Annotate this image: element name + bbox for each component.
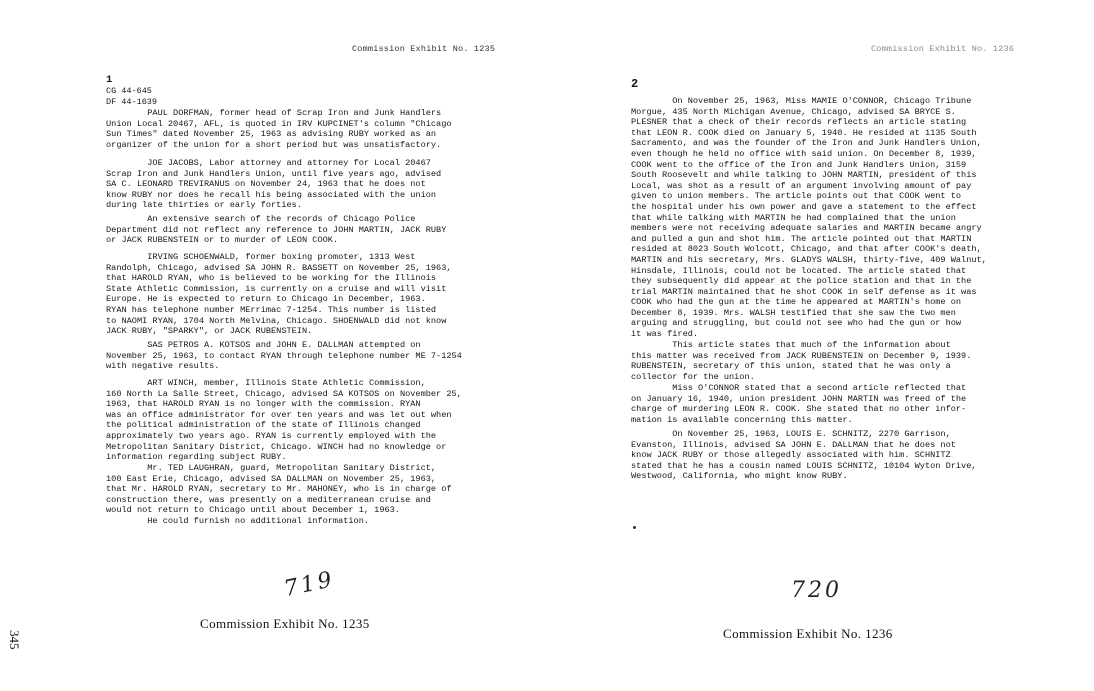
text-line: information regarding subject RUBY. [106,452,287,463]
text-line: Scrap Iron and Junk Handlers Union, until five years ago, advised [106,168,442,179]
paragraph [631,429,977,482]
text-line: 100 East Erie, Chicago, advised SA DALLMAN on November 25, 1963, [106,473,437,484]
text-line: November 25, 1963, to contact RYAN through telephone number ME 7-1254 [106,350,462,361]
text-line: Evanston, Illinois, advised SA JOHN E. DALLMAN that he does not [631,439,956,450]
right-page-number: 2 [631,77,639,91]
stray-mark [633,526,636,529]
text-line: Union Local 20467, AFL, is quoted in IRV KUPCINET's column "Chicago [106,118,452,129]
paragraph [106,158,441,211]
text-line: stated that he has a cousin named LOUIS SCHNITZ, 10104 Wyton Drive, [631,460,977,471]
text-line: He could furnish no additional information. [106,516,370,526]
text-line: On November 25, 1963, Miss MAMIE O'CONNOR, Chicago Tribune [631,96,972,106]
text-line: Department did not reflect any reference to JOHN MARTIN, JACK RUBY [106,224,447,235]
text-line: with negative results. [106,361,220,372]
text-line: COOK who had the gun at the time he appeared at MARTIN's home on [631,297,962,308]
file-numbers [106,86,157,108]
text-line: trial MARTIN maintained that he shot COOK in self defense as it was [631,286,977,297]
text-line: December 8, 1939. Mrs. WALSH testified that she saw the two men [631,307,956,318]
right-handwritten-page-number: 720 [791,578,842,603]
paragraph [106,252,452,337]
text-line: the political administration of the state of Illinois changed [106,420,421,431]
paragraph [631,96,987,340]
paragraph [631,383,966,425]
text-line: On November 25, 1963, LOUIS E. SCHNITZ, 2270 Garrison, [631,429,951,439]
text-line: arguing and struggling, but could not see who had the gun or how [631,318,962,329]
text-line: during late thirties or early forties. [106,200,302,211]
text-line: COOK went to the office of the Iron and Junk Handlers Union, 3159 [631,159,967,170]
text-line: 160 North La Salle Street, Chicago, advised SA KOTSOS on November 25, [106,388,462,399]
text-line: IRVING SCHOENWALD, former boxing promoter, 1313 West [106,252,416,262]
text-line: know JACK RUBY or those allegedly associated with him. SCHNITZ [631,450,951,461]
text-line: know RUBY nor does he recall his being associated with the union [106,189,437,200]
text-line: they subsequently did appear at the police station and that in the [631,276,972,287]
text-line: PAUL DORFMAN, former head of Scrap Iron and Junk Handlers [106,108,442,118]
text-line: or JACK RUBENSTEIN or to murder of LEON COOK. [106,235,339,246]
text-line: even though he held no office with said union. On December 8, 1939, [631,148,977,159]
file-number: DF 44-1639 [106,97,158,107]
text-line: mation is available concerning this matter. [631,414,853,425]
text-line: that HAROLD RYAN, who is believed to be working for the Illinois [106,273,437,284]
text-line: JOE JACOBS, Labor attorney and attorney for Local 20467 [106,158,431,168]
text-line: given to union members. The article points out that COOK went to [631,191,962,202]
text-line: MARTIN and his secretary, Mrs. GLADYS WALSH, thirty-five, 409 Walnut, [631,254,987,265]
text-line: RYAN has telephone number MErrimac 7-1254. This number is listed [106,304,437,315]
right-exhibit-caption: Commission Exhibit No. 1236 [723,626,893,641]
paragraph [106,378,462,463]
paragraph [106,463,452,516]
text-line: that LEON R. COOK died on January 5, 1940. He resided at 1135 South [631,127,977,138]
text-line: JACK RUBY, "SPARKY", or JACK RUBENSTEIN. [106,326,313,337]
text-line: Sacramento, and was the founder of the Iron and Junk Handlers Union, [631,138,982,149]
left-page-number: 1 [106,74,113,86]
text-line: Local, was shot as a result of an argument involving amount of pay [631,180,972,191]
text-line: members were not receiving adequate salaries and MARTIN became angry [631,223,982,234]
text-line: on January 16, 1940, union president JOHN MARTIN was freed of the [631,393,967,404]
text-line: Morgue, 435 North Michigan Avenue, Chicago, advised SA BRYCE S. [631,106,956,117]
left-handwritten-page-number: 719 [281,566,338,603]
text-line: South Roosevelt and while talking to JOHN MARTIN, president of this [631,170,977,181]
text-line: This article states that much of the information about [631,340,951,350]
text-line: collector for the union. [631,371,755,382]
text-line: construction there, was presently on a mediterranean cruise and [106,494,431,505]
text-line: charge of murdering LEON R. COOK. She stated that no other infor- [631,404,967,415]
text-line: it was fired. [631,329,699,340]
paragraph [106,214,446,246]
right-page-header: Commission Exhibit No. 1236 [871,44,1015,54]
text-line: organizer of the union for a short period but was unsatisfactory. [106,139,442,150]
file-number: CG 44-645 [106,86,152,96]
text-line: Europe. He is expected to return to Chicago in December, 1963. [106,294,426,305]
text-line: would not return to Chicago until about December 1, 1963. [106,505,400,516]
side-page-number: 345 [7,630,22,650]
text-line: Randolph, Chicago, advised SA JOHN R. BASSETT on November 25, 1963, [106,262,452,273]
text-line: State Athletic Commission, is currently on a cruise and will visit [106,283,447,294]
text-line: Sun Times" dated November 25, 1963 as advising RUBY worked as an [106,129,437,140]
paragraph [631,340,971,382]
text-line: Metropolitan Sanitary District, Chicago. WINCH had no knowledge or [106,441,447,452]
left-page-header: Commission Exhibit No. 1235 [352,44,496,54]
text-line: RUBENSTEIN, secretary of this union, stated that he was only a [631,361,951,372]
text-line: to NAOMI RYAN, 1704 North Melvina, Chicago. SHOENWALD did not know [106,315,447,326]
text-line: ART WINCH, member, Illinois State Athletic Commission, [106,378,426,388]
text-line: PLESNER that a check of their records reflects an article stating [631,117,967,128]
left-exhibit-caption: Commission Exhibit No. 1235 [200,616,370,631]
text-line: SAS PETROS A. KOTSOS and JOHN E. DALLMAN attempted on [106,340,421,350]
text-line: Hinsdale, Illinois, could not be located. The article stated that [631,265,967,276]
text-line: SA C. LEONARD TREVIRANUS on November 24, 1963 that he does not [106,179,426,190]
text-line: the hospital under his own power and gave a statement to the effect [631,201,977,212]
text-line: Westwood, California, who might know RUBY. [631,471,848,482]
text-line: was an office administrator for over ten years and was let out when [106,409,452,420]
text-line: approximately two years ago. RYAN is currently employed with the [106,430,437,441]
text-line: that while talking with MARTIN he had complained that the union [631,212,956,223]
text-line: resided at 8023 South Wolcott, Chicago, and that after COOK's death, [631,244,982,255]
paragraph [106,108,452,150]
text-line: 1963, that HAROLD RYAN is no longer with the commission. RYAN [106,399,421,410]
text-line: and pulled a gun and shot him. The article pointed out that MARTIN [631,233,972,244]
right-exhibit-page [547,0,1094,691]
paragraph [106,516,369,527]
text-line: Mr. TED LAUGHRAN, guard, Metropolitan Sanitary District, [106,463,437,473]
text-line: this matter was received from JACK RUBENSTEIN on December 9, 1939. [631,350,972,361]
text-line: An extensive search of the records of Chicago Police [106,214,416,224]
text-line: that Mr. HAROLD RYAN, secretary to Mr. MAHONEY, who is in charge of [106,484,452,495]
text-line: Miss O'CONNOR stated that a second article reflected that [631,383,967,393]
paragraph [106,340,462,372]
